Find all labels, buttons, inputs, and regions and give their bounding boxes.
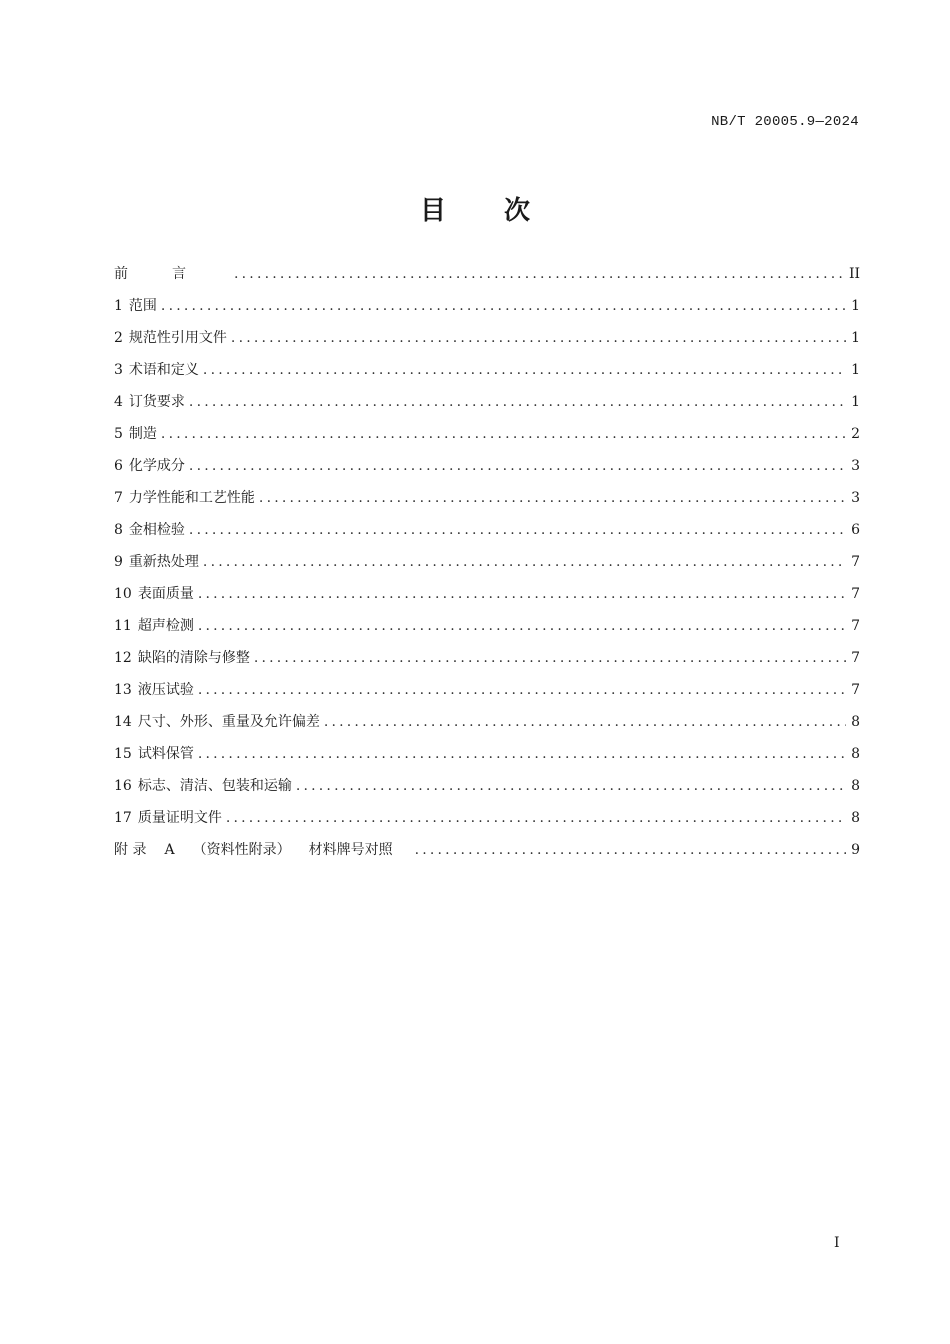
toc-entry-label <box>114 454 185 478</box>
toc-leader-dots <box>259 486 846 510</box>
toc-leader-dots <box>226 806 846 830</box>
toc-entry-number: 6 <box>114 458 123 474</box>
toc-entry-number: 11 <box>114 618 132 634</box>
toc-entry-page: 7 <box>851 618 860 634</box>
toc-entry[interactable] <box>114 806 860 838</box>
toc-entry[interactable] <box>114 358 860 390</box>
toc-entry-page: 9 <box>851 842 860 858</box>
toc-entry-label <box>114 678 194 702</box>
toc-entry-page: 3 <box>851 490 860 506</box>
toc-entry[interactable] <box>114 422 860 454</box>
toc-leader-dots <box>189 390 846 414</box>
toc-leader-dots <box>203 358 846 382</box>
toc-entry-text: 重新热处理 <box>128 554 199 570</box>
toc-leader-dots <box>415 838 846 862</box>
toc-entry-text: 缺陷的清除与修整 <box>137 650 250 666</box>
toc-entry-page: 2 <box>851 426 860 442</box>
toc-leader-dots <box>231 326 846 350</box>
toc-entry-text: 试料保管 <box>137 746 194 762</box>
toc-entry-appendix-a[interactable] <box>114 838 860 870</box>
toc-entry-page: 1 <box>851 330 860 346</box>
page-number: I <box>834 1235 840 1251</box>
toc-entry-page: 7 <box>851 554 860 570</box>
toc-entry[interactable] <box>114 326 860 358</box>
toc-entry-label <box>114 806 222 830</box>
appendix-kind: （资料性附录） <box>192 842 291 858</box>
toc-entry[interactable] <box>114 710 860 742</box>
toc-entry-text: 超声检测 <box>137 618 194 634</box>
toc-entry-page: 1 <box>851 394 860 410</box>
toc-leader-dots <box>296 774 846 798</box>
toc-entry[interactable] <box>114 614 860 646</box>
toc-leader-dots <box>161 294 846 318</box>
toc-entry-text: 制造 <box>128 426 157 442</box>
toc-entry-text: 范围 <box>128 298 157 314</box>
toc-entry-text: 规范性引用文件 <box>128 330 227 346</box>
toc-entry-page: 7 <box>851 586 860 602</box>
toc-entry-page: 8 <box>851 810 860 826</box>
toc-entry-number: 17 <box>114 810 132 826</box>
toc-entry[interactable] <box>114 550 860 582</box>
toc-entry-label <box>114 294 157 318</box>
toc-entry-label <box>114 646 250 670</box>
toc-entry[interactable] <box>114 774 860 806</box>
toc-entry-page: 8 <box>851 714 860 730</box>
toc-entry-number: 10 <box>114 586 132 602</box>
toc-entry-page: 3 <box>851 458 860 474</box>
toc-leader-dots <box>198 678 846 702</box>
toc-leader-dots <box>203 550 846 574</box>
toc-entry-number: 2 <box>114 330 123 346</box>
toc-entry-text: 订货要求 <box>128 394 185 410</box>
toc-leader-dots <box>161 422 846 446</box>
toc-entry-number: 12 <box>114 650 132 666</box>
toc-entry-label <box>114 326 227 350</box>
toc-entry[interactable] <box>114 294 860 326</box>
toc-entry-text: 化学成分 <box>128 458 185 474</box>
toc-entry[interactable] <box>114 454 860 486</box>
toc-entry-page: 7 <box>851 682 860 698</box>
toc-entry-label <box>114 518 185 542</box>
toc-entry[interactable] <box>114 390 860 422</box>
toc-entry-text: 尺寸、外形、重量及允许偏差 <box>137 714 320 730</box>
table-of-contents <box>114 262 860 870</box>
toc-entry-number: 7 <box>114 490 123 506</box>
toc-entry-number: 15 <box>114 746 132 762</box>
toc-entry-label <box>114 838 411 862</box>
toc-leader-dots <box>189 518 846 542</box>
page-title: 目次 <box>419 196 588 226</box>
appendix-title: 材料牌号对照 <box>308 842 393 858</box>
toc-leader-dots <box>189 454 846 478</box>
toc-entry[interactable] <box>114 518 860 550</box>
toc-entry-label <box>114 582 194 606</box>
toc-entry-number: 4 <box>114 394 123 410</box>
toc-entry[interactable] <box>114 486 860 518</box>
toc-entry-page: 6 <box>851 522 860 538</box>
appendix-letter: A <box>164 842 175 858</box>
toc-entry-label <box>114 358 199 382</box>
toc-entry-page: 8 <box>851 778 860 794</box>
toc-entry-number: 9 <box>114 554 123 570</box>
toc-entry-label <box>114 710 320 734</box>
toc-entry-label <box>114 774 292 798</box>
toc-entry-page: 1 <box>851 362 860 378</box>
toc-entry-text: 液压试验 <box>137 682 194 698</box>
toc-entry-foreword[interactable] <box>114 262 860 294</box>
toc-entry-label <box>114 422 157 446</box>
toc-leader-dots <box>198 742 846 766</box>
toc-entry-text: 质量证明文件 <box>137 810 222 826</box>
toc-entry-text: 表面质量 <box>137 586 194 602</box>
toc-entry-number: 13 <box>114 682 132 698</box>
toc-entry-number: 1 <box>114 298 123 314</box>
toc-entry-number: 8 <box>114 522 123 538</box>
toc-entry-label <box>114 742 194 766</box>
toc-leader-dots <box>234 262 845 286</box>
toc-entry-number: 16 <box>114 778 132 794</box>
toc-leader-dots <box>254 646 846 670</box>
toc-entry-number: 14 <box>114 714 132 730</box>
standard-code: NB/T 20005.9—2024 <box>711 114 859 130</box>
toc-entry-label <box>114 550 199 574</box>
toc-entry-number: 3 <box>114 362 123 378</box>
toc-entry-label <box>114 390 185 414</box>
toc-entry-text: 金相检验 <box>128 522 185 538</box>
toc-entry-text: 力学性能和工艺性能 <box>128 490 255 506</box>
toc-entry[interactable] <box>114 582 860 614</box>
toc-entry-label <box>114 486 255 510</box>
toc-entry-page: 1 <box>851 298 860 314</box>
toc-leader-dots <box>324 710 846 734</box>
appendix-prefix: 附 录 <box>114 842 147 858</box>
toc-entry-page: II <box>848 266 860 282</box>
toc-leader-dots <box>198 582 846 606</box>
toc-leader-dots <box>198 614 846 638</box>
toc-entry-text: 标志、清洁、包装和运输 <box>137 778 292 794</box>
toc-entry-text: 术语和定义 <box>128 362 199 378</box>
toc-entry-label: 前言 <box>114 266 230 282</box>
toc-entry-label <box>114 614 194 638</box>
toc-entry-page: 8 <box>851 746 860 762</box>
toc-entry[interactable] <box>114 742 860 774</box>
toc-entry-page: 7 <box>851 650 860 666</box>
toc-entry[interactable] <box>114 646 860 678</box>
toc-entry-number: 5 <box>114 426 123 442</box>
toc-entry[interactable] <box>114 678 860 710</box>
